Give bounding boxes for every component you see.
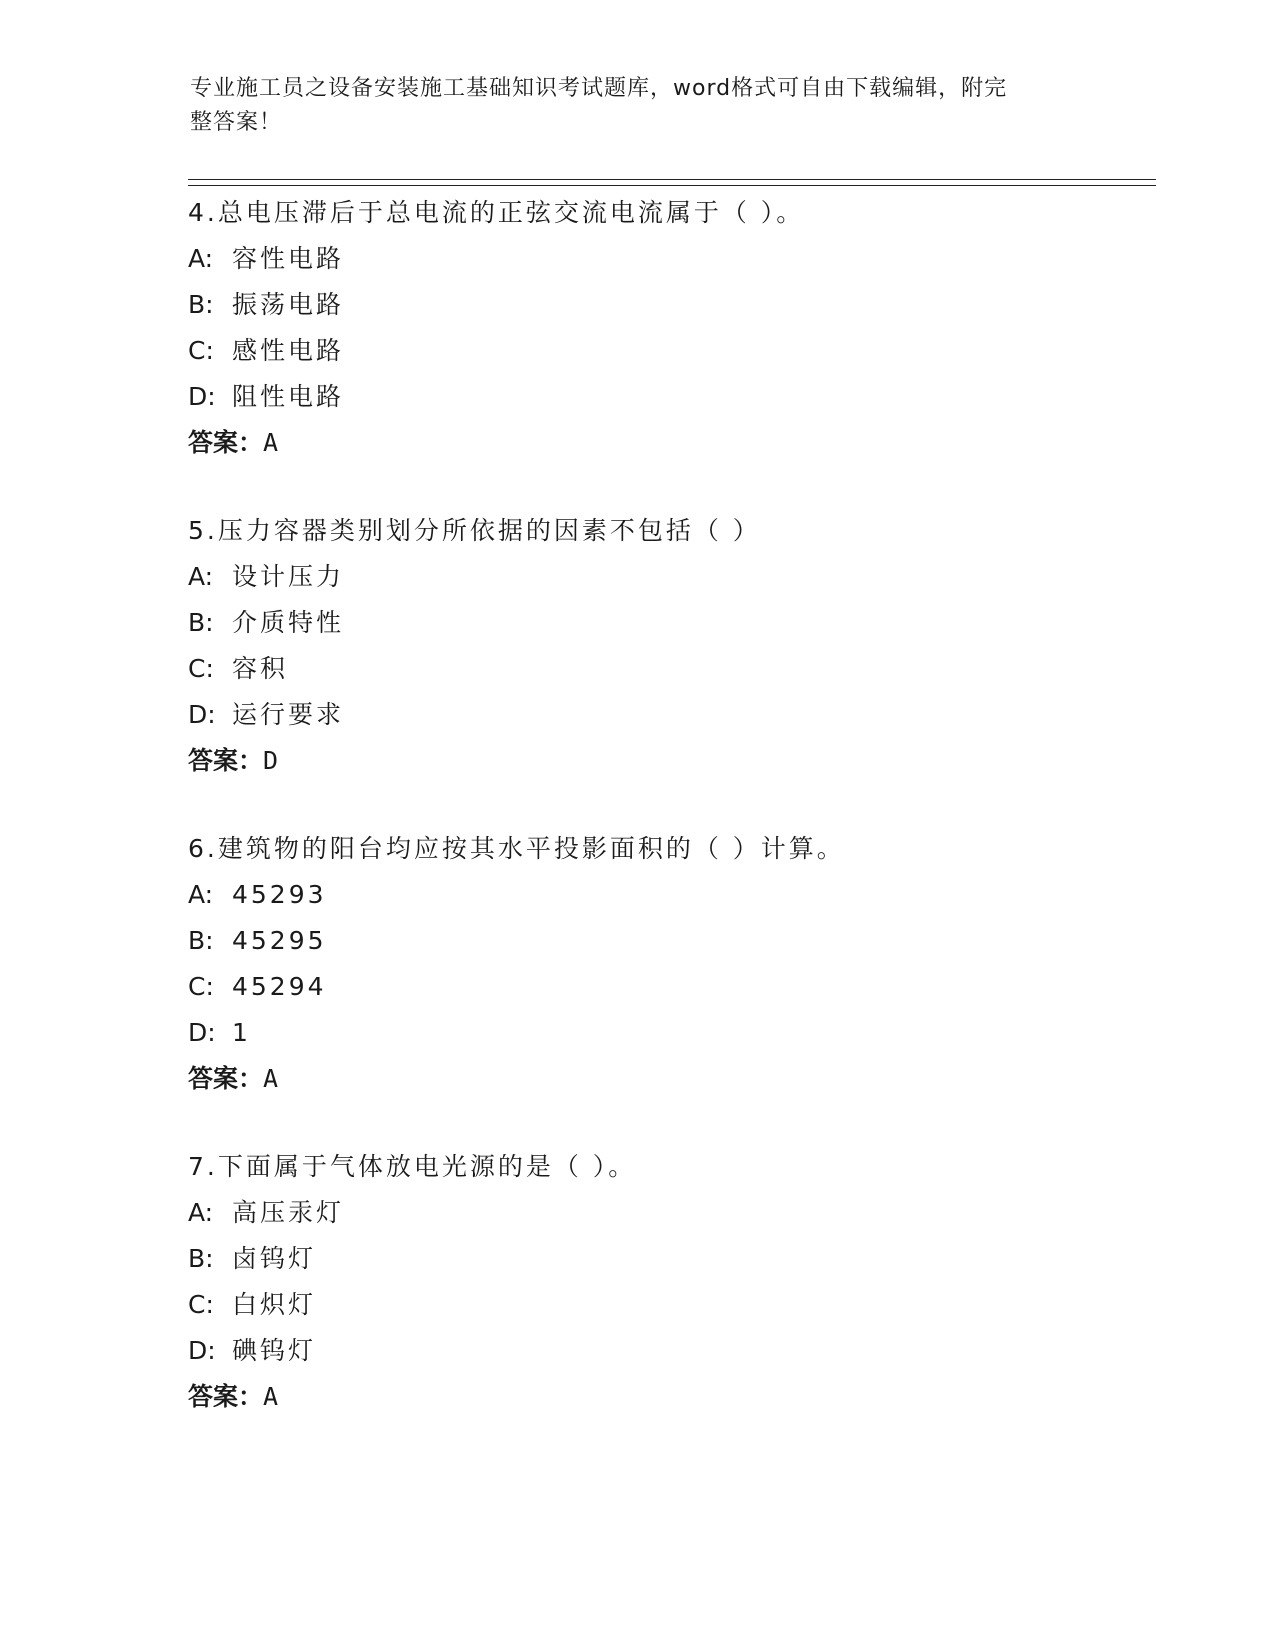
answer-label: 答案：: [188, 1064, 264, 1093]
option-label: A:: [188, 562, 214, 591]
option-text: 阻性电路: [232, 382, 345, 411]
answer-value: D: [263, 746, 279, 775]
option-c: [188, 328, 1148, 374]
option-label: B:: [188, 1244, 214, 1273]
option-label: A:: [188, 1198, 214, 1227]
option-text: 卤钨灯: [232, 1244, 317, 1273]
option-text: 设计压力: [232, 562, 345, 591]
option-a: [188, 554, 1148, 600]
option-c: [188, 1282, 1148, 1328]
option-label: C:: [188, 654, 214, 683]
option-text: 45293: [232, 880, 327, 909]
option-text: 介质特性: [232, 608, 345, 637]
option-label: D:: [188, 1018, 216, 1047]
question-6: [188, 826, 1148, 1102]
answer-line: [188, 1374, 1148, 1420]
option-d: [188, 1328, 1148, 1374]
answer-label: 答案：: [188, 746, 264, 775]
option-text: 容性电路: [232, 244, 345, 273]
option-b: [188, 282, 1148, 328]
option-b: [188, 600, 1148, 646]
option-c: [188, 646, 1148, 692]
header-line-2: 整答案！: [190, 110, 283, 135]
option-label: B:: [188, 290, 214, 319]
option-text: 碘钨灯: [232, 1336, 317, 1365]
option-text: 运行要求: [232, 700, 345, 729]
answer-label: 答案：: [188, 428, 264, 457]
header-divider-bottom: [188, 185, 1156, 186]
option-d: [188, 1010, 1148, 1056]
header-divider-top: [188, 179, 1156, 180]
option-text: 容积: [232, 654, 289, 683]
option-label: D:: [188, 382, 216, 411]
option-text: 白炽灯: [232, 1290, 317, 1319]
option-label: C:: [188, 336, 214, 365]
answer-line: [188, 1056, 1148, 1102]
question-4: [188, 190, 1148, 466]
option-label: D:: [188, 700, 216, 729]
option-d: [188, 692, 1148, 738]
question-stem: 4.总电压滞后于总电流的正弦交流电流属于（ ）。: [188, 198, 805, 227]
option-label: B:: [188, 608, 214, 637]
answer-line: [188, 420, 1148, 466]
option-text: 45295: [232, 926, 327, 955]
option-label: A:: [188, 880, 214, 909]
answer-value: A: [263, 428, 279, 457]
option-label: D:: [188, 1336, 216, 1365]
option-text: 高压汞灯: [232, 1198, 345, 1227]
document-header: [190, 72, 1090, 140]
option-d: [188, 374, 1148, 420]
option-a: [188, 1190, 1148, 1236]
option-label: C:: [188, 972, 214, 1001]
option-label: A:: [188, 244, 214, 273]
option-a: [188, 236, 1148, 282]
question-stem: 6.建筑物的阳台均应按其水平投影面积的（ ）计算。: [188, 834, 845, 863]
option-a: [188, 872, 1148, 918]
option-text: 45294: [232, 972, 327, 1001]
header-line-1: 专业施工员之设备安装施工基础知识考试题库，word格式可自由下载编辑，附完: [190, 76, 1008, 101]
option-text: 感性电路: [232, 336, 345, 365]
option-text: 1: [232, 1018, 251, 1047]
question-stem: 5.压力容器类别划分所依据的因素不包括（ ）: [188, 516, 761, 545]
question-5: [188, 508, 1148, 784]
option-b: [188, 918, 1148, 964]
answer-value: A: [263, 1382, 279, 1411]
question-7: [188, 1144, 1148, 1420]
option-text: 振荡电路: [232, 290, 345, 319]
option-label: B:: [188, 926, 214, 955]
answer-value: A: [263, 1064, 279, 1093]
question-stem: 7.下面属于气体放电光源的是（ ）。: [188, 1152, 637, 1181]
option-c: [188, 964, 1148, 1010]
answer-line: [188, 738, 1148, 784]
option-b: [188, 1236, 1148, 1282]
option-label: C:: [188, 1290, 214, 1319]
question-list: [188, 190, 1148, 1462]
answer-label: 答案：: [188, 1382, 264, 1411]
